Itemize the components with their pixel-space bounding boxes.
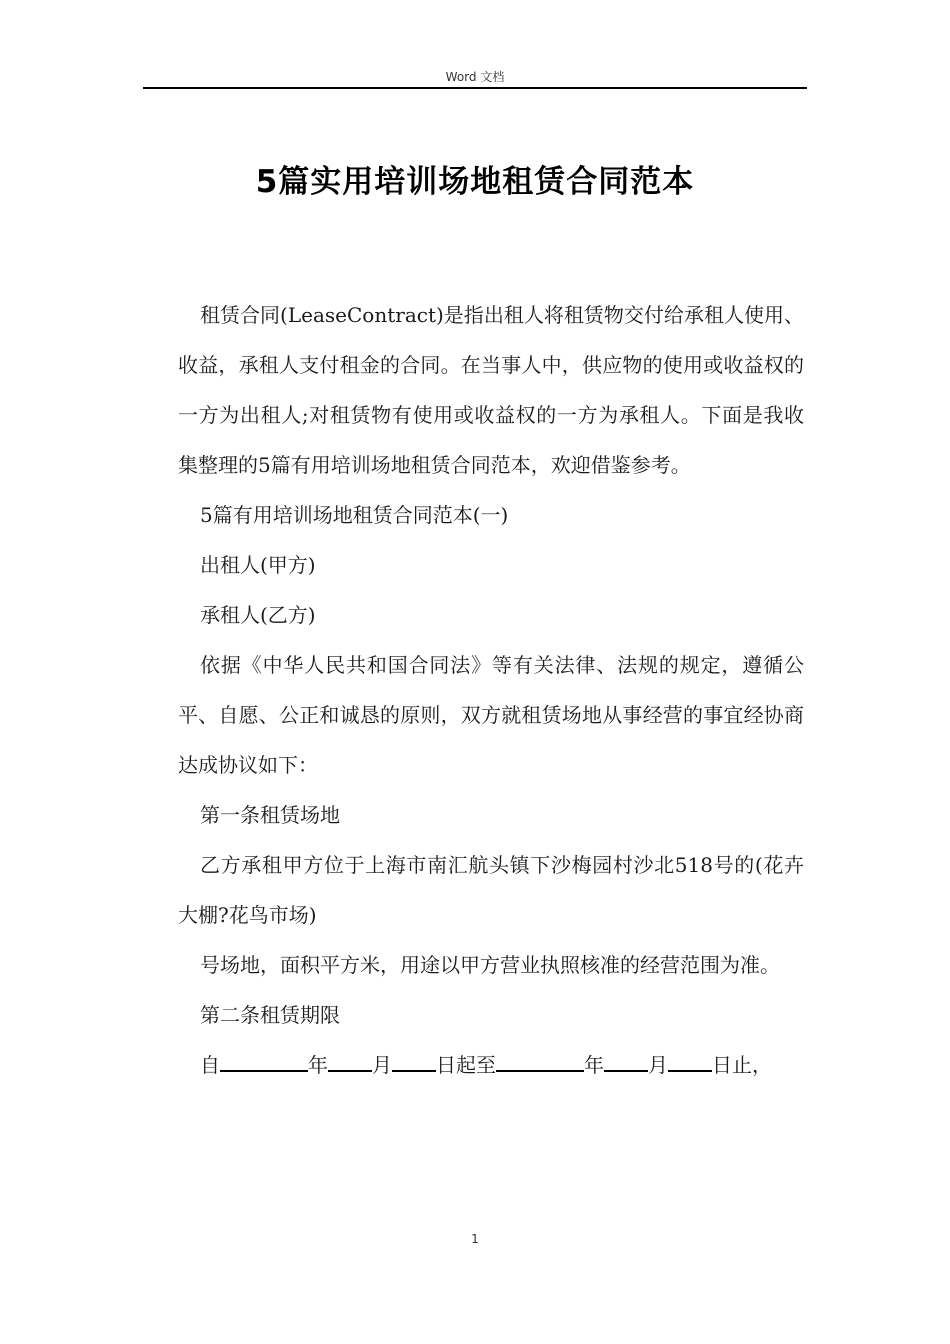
article1-title: 第一条租赁场地 <box>200 803 340 827</box>
article1-text-continued: 号场地，面积平方米，用途以甲方营业执照核准的经营范围为准。 <box>200 953 780 977</box>
page-number: 1 <box>471 1232 479 1246</box>
lessee-line: 承租人(乙方) <box>200 603 316 627</box>
blank-field <box>328 1056 372 1072</box>
intro-paragraph: 租赁合同(LeaseContract)是指出租人将租赁物交付给承租人使用、收益，承租人支付租金的合同。在当事人中，供应物的使用或收益权的一方为出租人;对租赁物有使用或收益权的一方为承租人。下面是我收集整理的5篇有用培训场地租赁合同范本，欢迎借鉴参考。 <box>178 303 804 477</box>
article2-title: 第二条租赁期限 <box>200 1003 340 1027</box>
basis-paragraph: 依据《中华人民共和国合同法》等有关法律、法规的规定，遵循公平、自愿、公正和诚恳的原则，双方就租赁场地从事经营的事宜经协商达成协议如下： <box>178 653 804 777</box>
section-heading: 5篇有用培训场地租赁合同范本(一) <box>200 503 509 527</box>
header-divider <box>143 87 807 89</box>
blank-field <box>604 1056 648 1072</box>
term-day-to: 日止， <box>712 1053 772 1077</box>
blank-field <box>392 1056 436 1072</box>
term-day-from: 日起至 <box>436 1053 496 1077</box>
term-year: 年 <box>308 1053 328 1077</box>
article1-text: 乙方承租甲方位于上海市南汇航头镇下沙梅园村沙北518号的(花卉大棚?花鸟市场) <box>178 853 804 927</box>
blank-field <box>668 1056 712 1072</box>
term-month-end: 月 <box>648 1053 668 1077</box>
document-body <box>178 290 804 1090</box>
term-from: 自 <box>200 1053 220 1077</box>
term-month: 月 <box>372 1053 392 1077</box>
term-year-end: 年 <box>584 1053 604 1077</box>
lessor-line: 出租人(甲方) <box>200 553 316 577</box>
document-title: 5篇实用培训场地租赁合同范本 <box>255 164 695 200</box>
term-line <box>178 1040 804 1090</box>
blank-field <box>496 1056 584 1072</box>
blank-field <box>220 1056 308 1072</box>
page-header: Word 文档 <box>445 70 505 84</box>
